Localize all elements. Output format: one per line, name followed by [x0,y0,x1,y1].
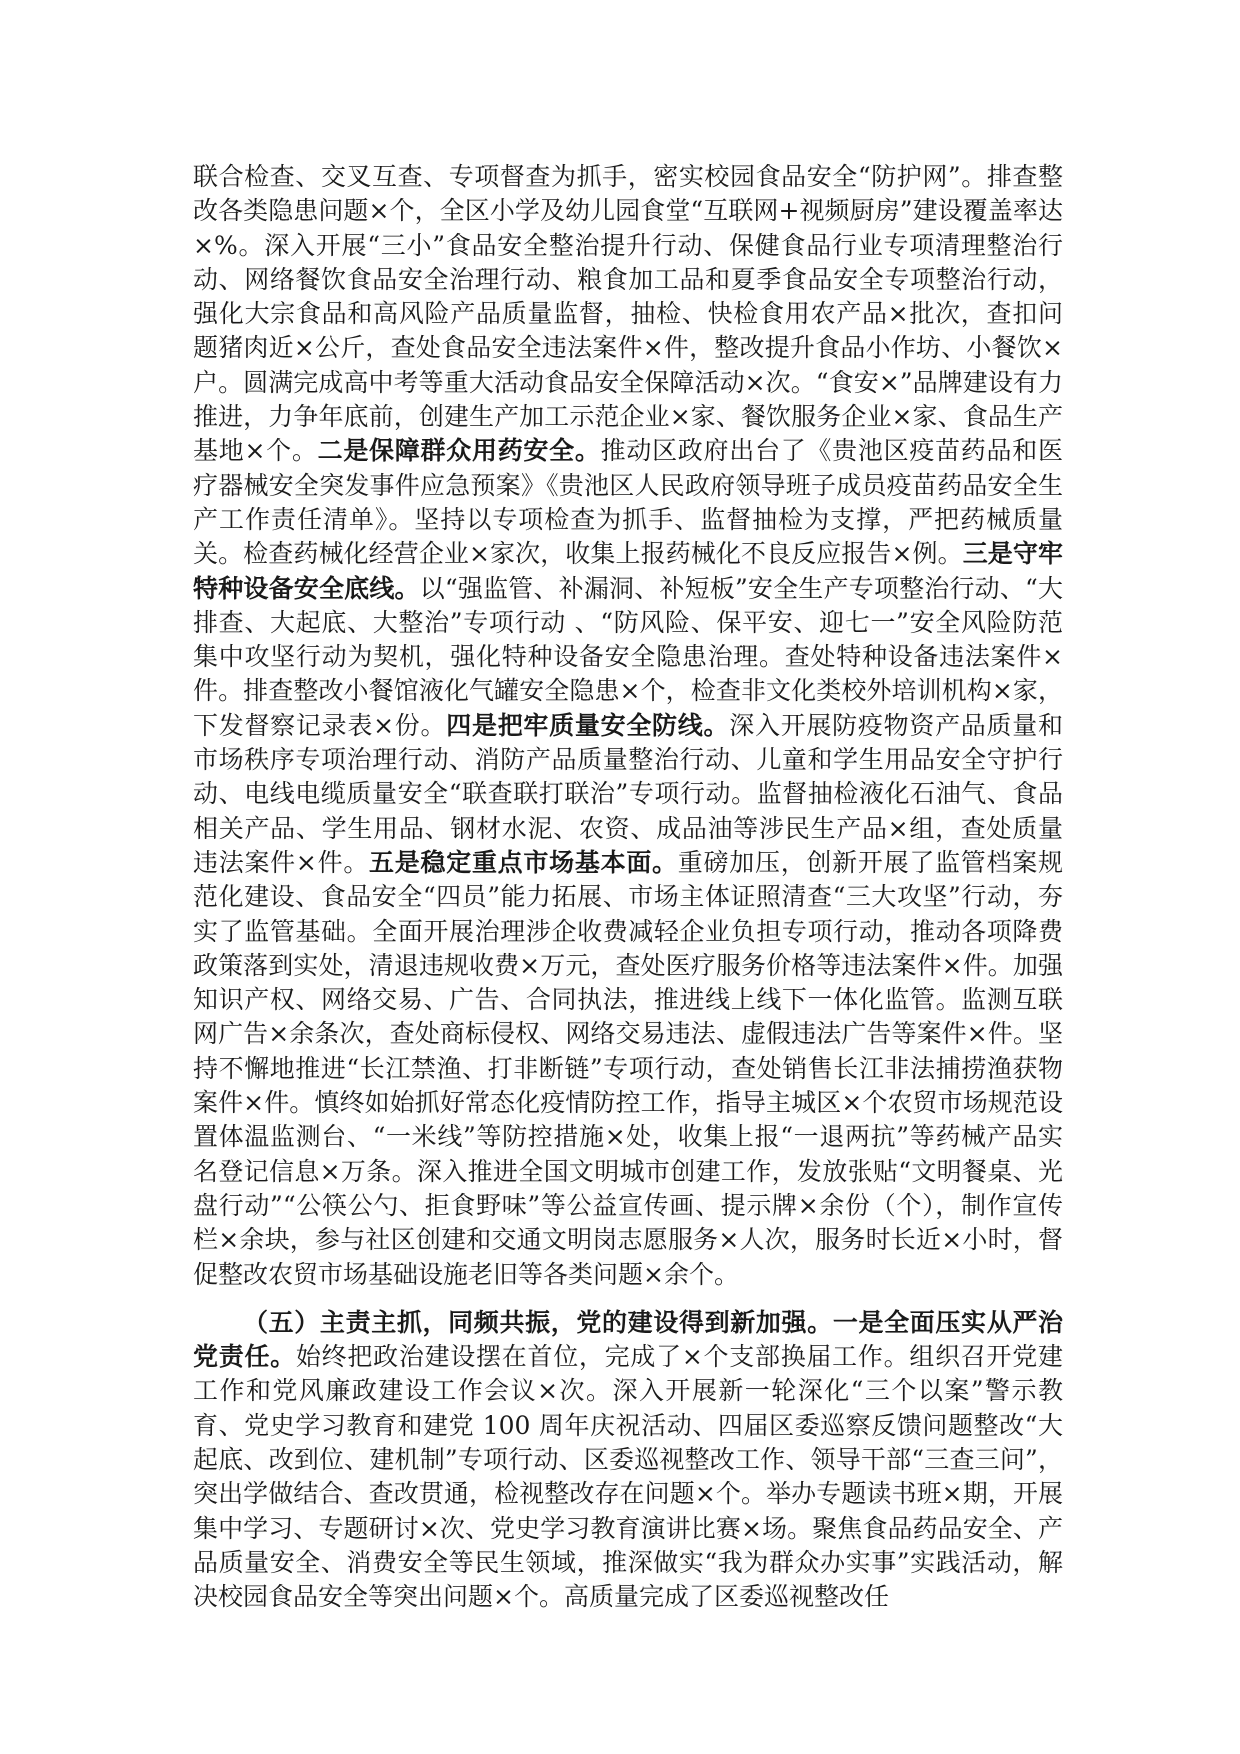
paragraph-text: 推动区政府出台了《贵池区疫苗药品和医疗器械安全突发事件应急预案》《贵池区人民政府领导班子成员疫苗药品安全生产工作责任清单》。坚持以专项检查为抓手、监督抽检为支撑，严把药械质量关。检查药械化经营企业×家次，收集上报药械化不良反应报告×例。 [193,436,1063,569]
paragraph-food-drug-safety [193,160,1063,1292]
bold-heading-market-stability: 五是稳定重点市场基本面。 [369,847,678,877]
section-heading-party-building: （五）主责主抓，同频共振，党的建设得到新加强。一是全面压实从严治党责任。 [193,1307,1063,1372]
paragraph-text: 始终把政治建设摆在首位，完成了×个支部换届工作。组织召开党建工作和党风廉政建设工作会议×次。深入开展新一轮深化“三个以案”警示教育、党史学习教育和建党 100 周年庆祝活动、四届区委巡察反馈问题整改“大起底、改到位、建机制”专项行动、区委巡视整改工作、领导干部“三查三问”，突出学做结合、查改贯通，检视整改存在问题×个。举办专题读书班×期，开展集中学习、专题研讨×次、党史学习教育演讲比赛×场。聚焦食品药品安全、产品质量安全、消费安全等民生领域，推深做实“我为群众办实事”实践活动，解决校园食品安全等突出问题×个。高质量完成了区委巡视整改任 [193,1342,1063,1612]
document-body [193,160,1063,1614]
paragraph-text: 以“强监管、补漏洞、补短板”安全生产专项整治行动、“大排查、大起底、大整治”专项行动 、“防风险、保平安、迎七一”安全风险防范集中攻坚行动为契机，强化特种设备安全隐患治理。查处特种设备违法案件×件。排查整改小餐馆液化气罐安全隐患×个，检查非文化类校外培训机构×家，下发督察记录表×份。 [193,573,1063,740]
paragraph-text: 深入开展防疫物资产品质量和市场秩序专项治理行动、消防产品质量整治行动、儿童和学生用品安全守护行动、电线电缆质量安全“联查联打联治”专项行动。监督抽检液化石油气、食品相关产品、学生用品、钢材水泥、农资、成品油等涉民生产品×组，查处质量违法案件×件。 [193,710,1063,877]
bold-heading-special-equipment: 三是守牢特种设备安全底线。 [193,539,1063,603]
bold-heading-quality-safety: 四是把牢质量安全防线。 [446,710,730,740]
paragraph-party-building [193,1306,1063,1615]
paragraph-text: 联合检查、交叉互查、专项督查为抓手，密实校园食品安全“防护网”。排查整改各类隐患问题×个，全区小学及幼儿园食堂“互联网+视频厨房”建设覆盖率达×%。深入开展“三小”食品安全整治提升行动、保健食品行业专项清理整治行动、网络餐饮食品安全治理行动、粮食加工品和夏季食品安全专项整治行动，强化大宗食品和高风险产品质量监督，抽检、快检食用农产品×批次，查扣问题猪肉近×公斤，查处食品安全违法案件×件，整改提升食品小作坊、小餐饮×户。圆满完成高中考等重大活动食品安全保障活动×次。“食安×”品牌建设有力推进，力争年底前，创建生产加工示范企业×家、餐饮服务企业×家、食品生产基地×个。 [193,162,1063,466]
bold-heading-drug-safety: 二是保障群众用药安全。 [317,436,601,466]
paragraph-text: 重磅加压，创新开展了监管档案规范化建设、食品安全“四员”能力拓展、市场主体证照清查“三大攻坚”行动，夯实了监管基础。全面开展治理涉企收费减轻企业负担专项行动，推动各项降费政策落到实处，清退违规收费×万元，查处医疗服务价格等违法案件×件。加强知识产权、网络交易、广告、合同执法，推进线上线下一体化监管。监测互联网广告×余条次，查处商标侵权、网络交易违法、虚假违法广告等案件×件。坚持不懈地推进“长江禁渔、打非断链”专项行动，查处销售长江非法捕捞渔获物案件×件。慎终如始抓好常态化疫情防控工作，指导主城区×个农贸市场规范设置体温监测台、“一米线”等防控措施×处，收集上报“一退两抗”等药械产品实名登记信息×万条。深入推进全国文明城市创建工作，发放张贴“文明餐桌、光盘行动”“公筷公勺、拒食野味”等公益宣传画、提示牌×余份（个），制作宣传栏×余块，参与社区创建和交通文明岗志愿服务×人次，服务时长近×小时，督促整改农贸市场基础设施老旧等各类问题×余个。 [193,847,1063,1289]
